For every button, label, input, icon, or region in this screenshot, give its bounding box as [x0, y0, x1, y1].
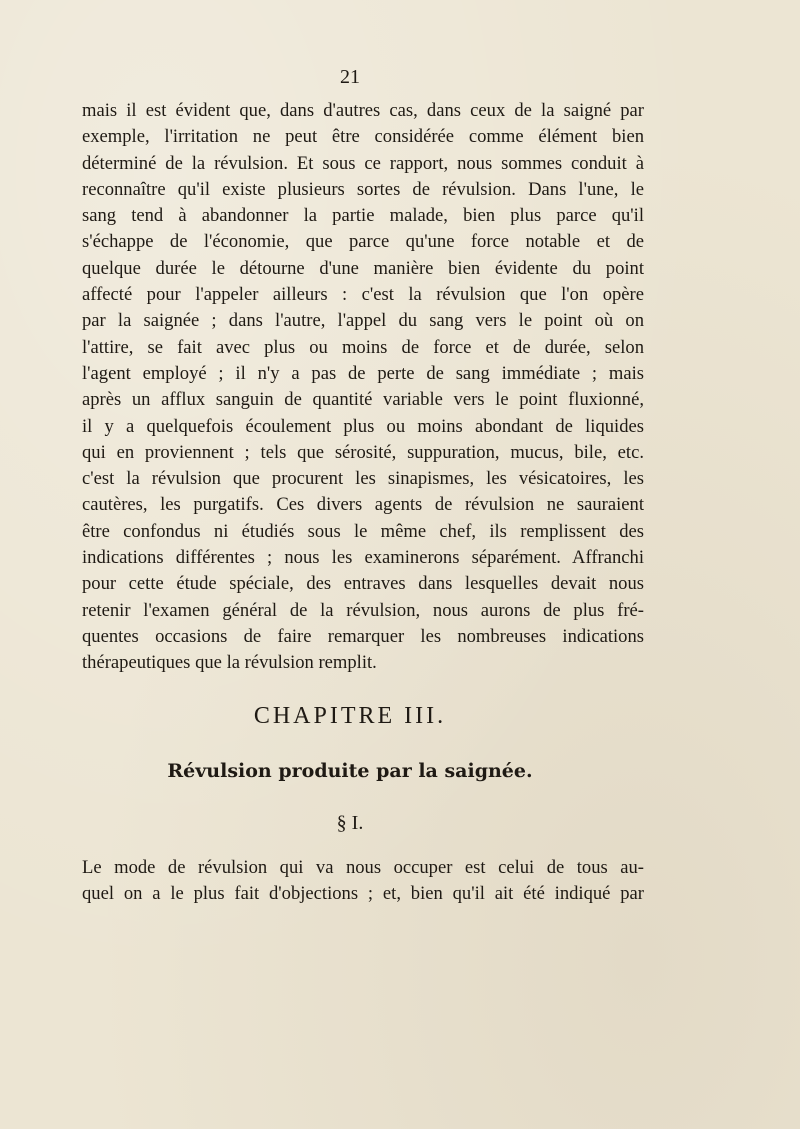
text-line: affecté pour l'appeler ailleurs : c'est la révulsion que l'on opère — [82, 284, 644, 306]
paragraph-2 — [82, 855, 644, 908]
text-line: l'attire, se fait avec plus ou moins de force et de durée, selon — [82, 336, 644, 358]
text-line: qui en proviennent ; tels que sérosité, suppuration, mucus, bile, etc. — [82, 441, 644, 463]
chapter-subtitle: Révulsion produite par la saignée. — [167, 760, 533, 782]
text-line: indications différentes ; nous les examinerons séparément. Affranchi — [82, 547, 644, 569]
text-line: déterminé de la révulsion. Et sous ce rapport, nous sommes conduit à — [82, 152, 644, 174]
text-line: thérapeutiques que la révulsion remplit. — [82, 652, 377, 674]
text-line: l'agent employé ; il n'y a pas de perte de sang immédiate ; mais — [82, 362, 644, 384]
text-line: il y a quelquefois écoulement plus ou moins abondant de liquides — [82, 415, 644, 437]
section-heading: § I. — [336, 812, 364, 834]
text-line: retenir l'examen général de la révulsion, nous aurons de plus fré- — [82, 599, 644, 621]
text-line: par la saignée ; dans l'autre, l'appel du sang vers le point où on — [82, 310, 644, 332]
text-line: c'est la révulsion que procurent les sinapismes, les vésicatoires, les — [82, 468, 644, 490]
text-line: quel on a le plus fait d'objections ; et, bien qu'il ait été indiqué par — [82, 883, 644, 905]
text-line: s'échappe de l'économie, que parce qu'une force notable et de — [82, 231, 644, 253]
text-line: quentes occasions de faire remarquer les nombreuses indications — [82, 625, 644, 647]
page-number: 21 — [340, 66, 360, 88]
text-line: être confondus ni étudiés sous le même chef, ils remplissent des — [82, 520, 644, 542]
text-line: quelque durée le détourne d'une manière bien évidente du point — [82, 257, 644, 279]
text-line: Le mode de révulsion qui va nous occuper est celui de tous au- — [82, 857, 644, 878]
text-line: sang tend à abandonner la partie malade, bien plus parce qu'il — [82, 205, 644, 227]
text-line: cautères, les purgatifs. Ces divers agents de révulsion ne sauraient — [82, 494, 644, 516]
chapter-title: CHAPITRE III. — [253, 703, 447, 729]
text-line: exemple, l'irritation ne peut être considérée comme élément bien — [82, 126, 644, 148]
text-line: reconnaître qu'il existe plusieurs sortes de révulsion. Dans l'une, le — [82, 178, 644, 200]
paragraph-1 — [82, 98, 644, 677]
text-line: après un afflux sanguin de quantité variable vers le point fluxionné, — [82, 389, 644, 411]
text-line: mais il est évident que, dans d'autres cas, dans ceux de la saigné par — [82, 100, 644, 121]
text-line: pour cette étude spéciale, des entraves dans lesquelles devait nous — [82, 573, 644, 595]
